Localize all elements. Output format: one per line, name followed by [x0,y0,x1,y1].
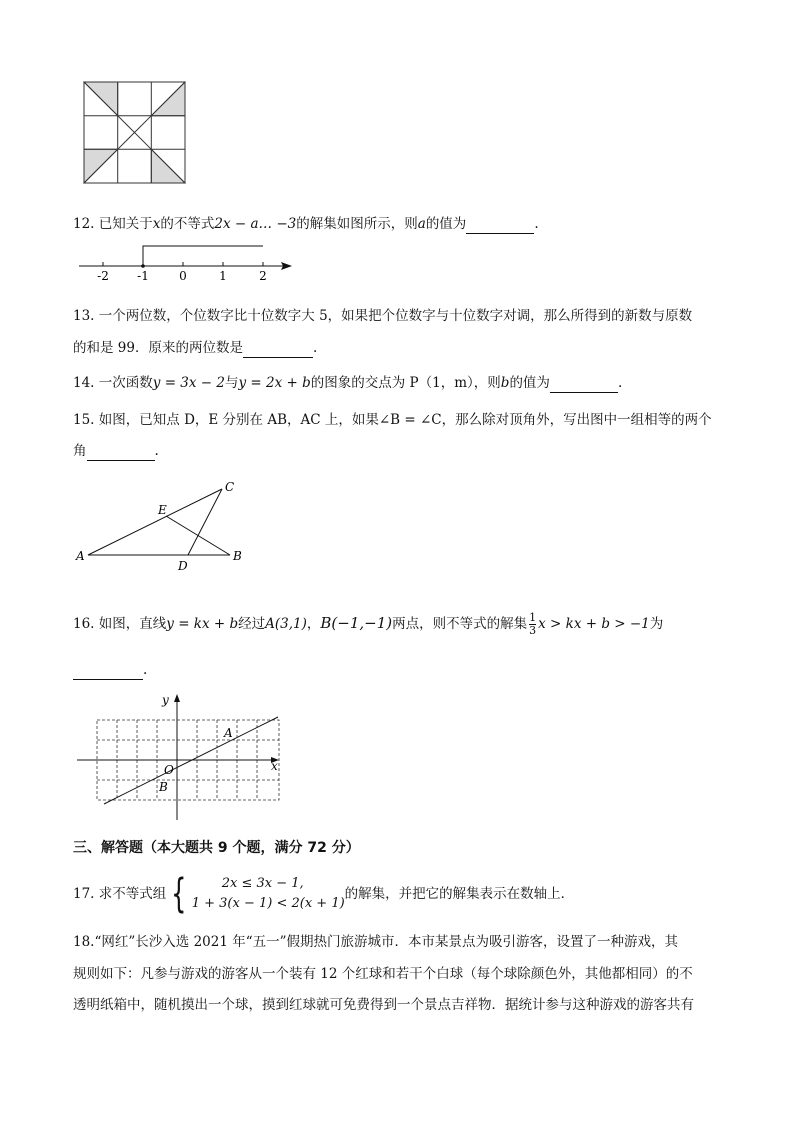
question-13-line2: 的和是 99．原来的两位数是 . [73,340,318,356]
tick-label: 2 [259,269,267,283]
question-17: 17. 求不等式组 { 2x ≤ 3x − 1, 1 + 3(x − 1) < 2(x + 1) 的解集，并把它的解集表示在数轴上． [73,871,575,917]
origin-label: O [164,763,174,777]
answer-blank[interactable] [87,446,155,461]
answer-blank[interactable] [466,219,534,234]
section-title: 三、解答题（本大题共 9 个题，满分 72 分） [73,840,360,856]
label-E: E [158,503,167,517]
point-label-B: B [159,780,168,794]
grid-figure [83,81,187,185]
axis-label-y: y [162,693,169,707]
question-15: 15. 如图，已知点 D，E 分别在 AB，AC 上，如果∠B = ∠C，那么除对顶角外，写出图中一组相等的两个 [73,412,712,428]
question-16: 16. 如图，直线y = kx + b经过A(3,1)，B(−1,−1)两点，则不等式的解集 $\frac{1}{3}$ x > kx + b > −1为 [73,611,664,637]
question-18-line2: 规则如下：凡参与游戏的游客从一个装有 12 个红球和若干个白球（每个球除颜色外，其他都相同）的不 [73,966,693,982]
coordinate-graph [72,690,287,822]
question-12: 12. 已知关于x的不等式2x − a… −3的解集如图所示，则a的值为 . [73,216,539,232]
tick-label: 0 [179,269,187,283]
label-A: A [76,549,85,563]
label-C: C [225,480,235,494]
question-15-line2: 角 . [73,443,159,459]
number-line [75,238,297,284]
axis-label-x: x [271,759,278,773]
question-13: 13. 一个两位数，个位数字比十位数字大 5，如果把个位数字与十位数字对调，那么所得到的新数与原数 [73,308,693,324]
label-B: B [233,549,242,563]
label-D: D [178,559,188,573]
answer-blank[interactable] [243,343,313,358]
question-18-line3: 透明纸箱中，随机摸出一个球，摸到红球就可免费得到一个景点吉祥物．据统计参与这种游戏的游客共有 [73,997,694,1013]
point-label-A: A [224,726,233,740]
question-18: 18.“网红”长沙入选 2021 年“五一”假期热门旅游城市．本市某景点为吸引游客，设置了一种游戏，其 [73,934,679,950]
triangle-figure [70,476,250,576]
tick-label: -1 [137,269,149,283]
tick-label: 1 [219,269,227,283]
question-14: 14. 一次函数y = 3x − 2与y = 2x + b的图象的交点为 P（1，m），则b的值为 . [73,375,623,391]
tick-label: -2 [97,269,109,283]
answer-blank[interactable] [73,665,143,680]
question-16-line2: . [73,660,147,680]
inequality-system: { 2x ≤ 3x − 1, 1 + 3(x − 1) < 2(x + 1) [171,871,345,917]
answer-blank[interactable] [550,378,618,393]
fraction: $\frac{1}{3}$ [529,611,537,637]
